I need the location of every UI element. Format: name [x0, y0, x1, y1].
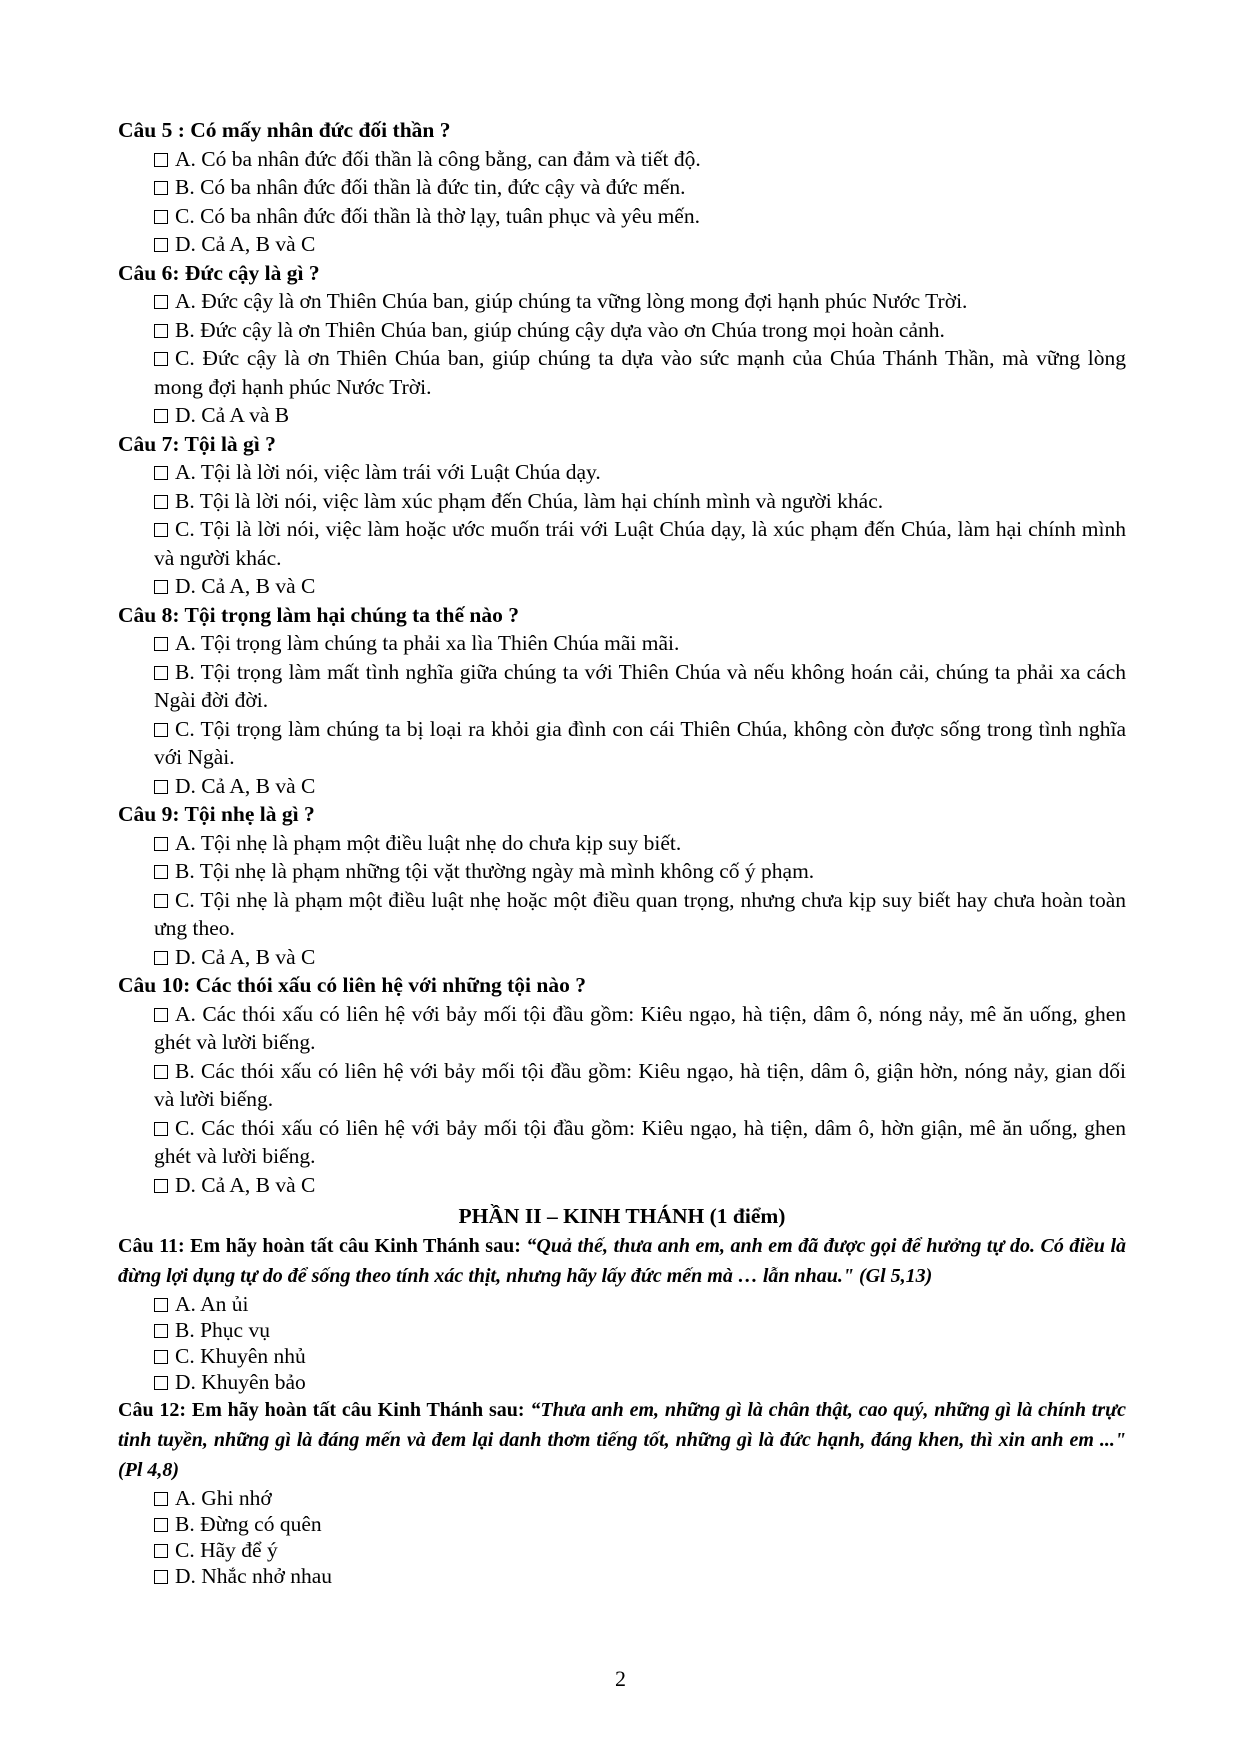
checkbox-icon[interactable] — [154, 1544, 168, 1558]
option-text: A. Đức cậy là ơn Thiên Chúa ban, giúp chúng ta vững lòng mong đợi hạnh phúc Nước Trời. — [175, 289, 968, 313]
question-title: Câu 10: Các thói xấu có liên hệ với những tội nào ? — [118, 973, 586, 997]
checkbox-icon[interactable] — [154, 495, 168, 509]
answer-option[interactable] — [118, 772, 1126, 801]
question-block — [118, 116, 1126, 259]
answer-option[interactable] — [118, 829, 1126, 858]
option-text: C. Có ba nhân đức đối thần là thờ lạy, tuân phục và yêu mến. — [175, 203, 700, 228]
option-text: D. Nhắc nhở nhau — [175, 1564, 333, 1588]
checkbox-icon[interactable] — [154, 1008, 168, 1022]
question-title: Câu 9: Tội nhẹ là gì ? — [118, 802, 315, 826]
answer-option[interactable] — [118, 1317, 1126, 1343]
answer-option[interactable] — [118, 658, 1126, 715]
checkbox-icon[interactable] — [154, 637, 168, 651]
question-title: Câu 8: Tội trọng làm hại chúng ta thế nào ? — [118, 602, 519, 627]
answer-option[interactable] — [118, 715, 1126, 772]
answer-option[interactable] — [118, 1537, 1126, 1563]
page-number: 2 — [615, 1666, 626, 1691]
checkbox-icon[interactable] — [154, 580, 168, 594]
option-text: B. Đức cậy là ơn Thiên Chúa ban, giúp chúng cậy dựa vào ơn Chúa trong mọi hoàn cảnh. — [175, 317, 945, 342]
checkbox-icon[interactable] — [154, 409, 168, 423]
answer-option[interactable] — [118, 857, 1126, 886]
answer-option[interactable] — [118, 458, 1126, 487]
option-text: A. An ủi — [175, 1292, 249, 1316]
checkbox-icon[interactable] — [154, 1324, 168, 1338]
checkbox-icon[interactable] — [154, 865, 168, 879]
option-text: A. Tội là lời nói, việc làm trái với Luật Chúa dạy. — [175, 460, 601, 484]
answer-option[interactable] — [118, 943, 1126, 972]
question-block — [118, 430, 1126, 601]
option-text: A. Ghi nhớ — [175, 1486, 272, 1510]
answer-option[interactable] — [118, 1171, 1126, 1200]
option-text: C. Tội trọng làm chúng ta bị loại ra khỏi gia đình con cái Thiên Chúa, không còn được sống trong tình nghĩa với Ngài. — [154, 716, 1126, 769]
option-text: C. Tội nhẹ là phạm một điều luật nhẹ hoặc một điều quan trọng, nhưng chưa kịp suy biết hay chưa hoàn toàn ưng theo. — [154, 887, 1126, 940]
checkbox-icon[interactable] — [154, 837, 168, 851]
checkbox-icon[interactable] — [154, 238, 168, 252]
option-text: C. Các thói xấu có liên hệ với bảy mối tội đầu gồm: Kiêu ngạo, hà tiện, dâm ô, hờn giận, mê ăn uống, ghen ghét và lười biếng. — [154, 1115, 1126, 1168]
answer-option[interactable] — [118, 886, 1126, 943]
option-text: D. Cả A, B và C — [175, 232, 316, 256]
answer-option[interactable] — [118, 145, 1126, 174]
answer-option[interactable] — [118, 202, 1126, 231]
option-text: A. Tội nhẹ là phạm một điều luật nhẹ do chưa kịp suy biết. — [175, 830, 682, 855]
option-text: B. Tội là lời nói, việc làm xúc phạm đến Chúa, làm hại chính mình và người khác. — [175, 488, 884, 513]
checkbox-icon[interactable] — [154, 295, 168, 309]
answer-option[interactable] — [118, 401, 1126, 430]
question-block — [118, 971, 1126, 1199]
question-block — [118, 1231, 1126, 1395]
checkbox-icon[interactable] — [154, 352, 168, 366]
option-text: D. Khuyên bảo — [175, 1370, 306, 1394]
checkbox-icon[interactable] — [154, 951, 168, 965]
option-text: D. Cả A, B và C — [175, 773, 316, 798]
checkbox-icon[interactable] — [154, 1179, 168, 1193]
answer-option[interactable] — [118, 1343, 1126, 1369]
question-title — [118, 1231, 1126, 1291]
checkbox-icon[interactable] — [154, 1298, 168, 1312]
checkbox-icon[interactable] — [154, 723, 168, 737]
checkbox-icon[interactable] — [154, 153, 168, 167]
answer-option[interactable] — [118, 487, 1126, 516]
option-text: C. Khuyên nhủ — [175, 1344, 306, 1368]
option-text: D. Cả A và B — [175, 403, 290, 427]
option-text: B. Các thói xấu có liên hệ với bảy mối tội đầu gồm: Kiêu ngạo, hà tiện, dâm ô, giận hờn, nóng nảy, gian dối và lười biếng. — [154, 1058, 1126, 1111]
scripture-quote: “Thưa anh em, những gì là chân thật, cao quý, những gì là chính trực tinh tuyền, những gì là đáng mến và đem lại danh thơm tiếng tốt, những gì là đức hạnh, đáng khen, thì xin anh em ..." (Pl 4,8) — [118, 1399, 1126, 1481]
checkbox-icon[interactable] — [154, 894, 168, 908]
answer-option[interactable] — [118, 230, 1126, 259]
question-title: Câu 6: Đức cậy là gì ? — [118, 260, 320, 285]
answer-option[interactable] — [118, 287, 1126, 316]
option-text: B. Phục vụ — [175, 1318, 270, 1342]
question-lead: Câu 12: Em hãy hoàn tất câu Kinh Thánh sau: — [118, 1399, 531, 1421]
answer-option[interactable] — [118, 1485, 1126, 1511]
option-text: B. Tội nhẹ là phạm những tội vặt thường ngày mà mình không cố ý phạm. — [175, 859, 815, 883]
part1-questions — [118, 116, 1126, 1199]
checkbox-icon[interactable] — [154, 324, 168, 338]
answer-option[interactable] — [118, 1563, 1126, 1589]
option-text: B. Đừng có quên — [175, 1512, 322, 1536]
checkbox-icon[interactable] — [154, 523, 168, 537]
option-text: A. Tội trọng làm chúng ta phải xa lìa Thiên Chúa mãi mãi. — [175, 631, 680, 655]
answer-option[interactable] — [118, 1057, 1126, 1114]
checkbox-icon[interactable] — [154, 1492, 168, 1506]
answer-option[interactable] — [118, 1000, 1126, 1057]
exam-page — [118, 116, 1126, 1589]
question-block — [118, 259, 1126, 430]
checkbox-icon[interactable] — [154, 466, 168, 480]
option-text: B. Có ba nhân đức đối thần là đức tin, đức cậy và đức mến. — [175, 175, 686, 199]
question-block — [118, 601, 1126, 801]
option-text: C. Hãy để ý — [175, 1538, 278, 1562]
checkbox-icon[interactable] — [154, 1350, 168, 1364]
checkbox-icon[interactable] — [154, 1122, 168, 1136]
answer-option[interactable] — [118, 1511, 1126, 1537]
answer-option[interactable] — [118, 1369, 1126, 1395]
question-title: Câu 7: Tội là gì ? — [118, 431, 276, 456]
question-title — [118, 1395, 1126, 1485]
option-text: D. Cả A, B và C — [175, 944, 316, 969]
option-text: B. Tội trọng làm mất tình nghĩa giữa chúng ta với Thiên Chúa và nếu không hoán cải, chúng ta phải xa cách Ngài đời đời. — [154, 659, 1126, 712]
answer-option[interactable] — [118, 515, 1126, 572]
answer-option[interactable] — [118, 316, 1126, 345]
option-text: A. Có ba nhân đức đối thần là công bằng, can đảm và tiết độ. — [175, 146, 701, 171]
option-text: C. Tội là lời nói, việc làm hoặc ước muốn trái với Luật Chúa dạy, là xúc phạm đến Chúa, làm hại chính mình và người khác. — [154, 517, 1126, 570]
question-lead: Câu 11: Em hãy hoàn tất câu Kinh Thánh sau: — [118, 1235, 527, 1257]
scripture-quote: “Quả thế, thưa anh em, anh em đã được gọi để hưởng tự do. Có điều là đừng lợi dụng tự do để sống theo tính xác thịt, nhưng hãy lấy đức mến mà … lẫn nhau." (Gl 5,13) — [118, 1235, 1126, 1287]
checkbox-icon[interactable] — [154, 1376, 168, 1390]
checkbox-icon[interactable] — [154, 210, 168, 224]
answer-option[interactable] — [118, 1291, 1126, 1317]
answer-option[interactable] — [118, 344, 1126, 401]
answer-option[interactable] — [118, 629, 1126, 658]
answer-option[interactable] — [118, 1114, 1126, 1171]
checkbox-icon[interactable] — [154, 181, 168, 195]
answer-option[interactable] — [118, 173, 1126, 202]
answer-option[interactable] — [118, 572, 1126, 601]
checkbox-icon[interactable] — [154, 1570, 168, 1584]
option-text: D. Cả A, B và C — [175, 1172, 316, 1197]
option-text: C. Đức cậy là ơn Thiên Chúa ban, giúp chúng ta dựa vào sức mạnh của Chúa Thánh Thần, mà vững lòng mong đợi hạnh phúc Nước Trời. — [154, 346, 1126, 399]
option-text: A. Các thói xấu có liên hệ với bảy mối tội đầu gồm: Kiêu ngạo, hà tiện, dâm ô, nóng nảy, mê ăn uống, ghen ghét và lười biếng. — [154, 1001, 1126, 1054]
option-text: D. Cả A, B và C — [175, 574, 316, 598]
part2-questions — [118, 1231, 1126, 1589]
question-block — [118, 800, 1126, 971]
question-title: Câu 5 : Có mấy nhân đức đối thần ? — [118, 118, 451, 142]
question-block — [118, 1395, 1126, 1589]
checkbox-icon[interactable] — [154, 666, 168, 680]
checkbox-icon[interactable] — [154, 1065, 168, 1079]
section-title: PHẦN II – KINH THÁNH (1 điểm) — [458, 1204, 786, 1228]
checkbox-icon[interactable] — [154, 1518, 168, 1532]
checkbox-icon[interactable] — [154, 780, 168, 794]
